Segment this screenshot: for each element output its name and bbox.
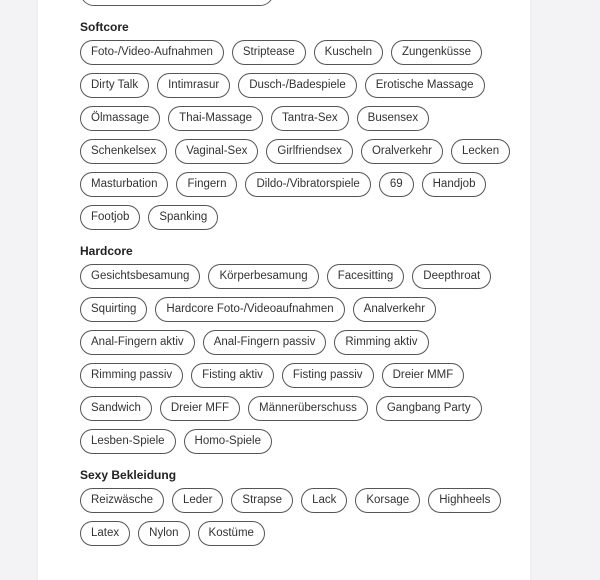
tag-chip[interactable]: Reizwäsche [80,488,164,513]
tag-chip[interactable]: Striptease [232,40,306,65]
tag-list-sexy-bekleidung [80,488,520,546]
tag-chip[interactable]: Männerüberschuss [248,396,368,421]
tag-chip[interactable]: Anal-Fingern passiv [203,330,327,355]
tag-chip[interactable]: Lesben-Spiele [80,429,176,454]
tag-list-hardcore [80,264,520,454]
tag-chip[interactable]: Fingern [176,172,237,197]
tag-chip[interactable]: Nylon [138,521,189,546]
tag-chip[interactable]: Analverkehr [353,297,436,322]
tag-chip[interactable]: Lack [301,488,347,513]
tag-chip[interactable]: Spanking [148,205,218,230]
tag-chip[interactable]: Schenkelsex [80,139,167,164]
tag-chip[interactable]: Dreier MFF [160,396,240,421]
tag-chip[interactable]: Sandwich [80,396,152,421]
tag-chip[interactable]: Strapse [231,488,293,513]
tag-chip[interactable]: Thai-Massage [168,106,263,131]
section-title-softcore: Softcore [80,20,129,34]
tag-chip[interactable]: Deepthroat [412,264,491,289]
tag-chip-partial[interactable] [80,0,274,6]
tag-chip[interactable]: Squirting [80,297,147,322]
tag-chip[interactable]: Lecken [451,139,510,164]
tag-chip[interactable]: Fisting passiv [282,363,374,388]
tag-chip[interactable]: Oralverkehr [361,139,443,164]
tag-chip[interactable]: Vaginal-Sex [175,139,258,164]
tag-chip[interactable]: Ölmassage [80,106,160,131]
tag-chip[interactable]: Masturbation [80,172,168,197]
tag-chip[interactable]: 69 [379,172,414,197]
tag-chip[interactable]: Korsage [355,488,420,513]
tag-chip[interactable]: Girlfriendsex [266,139,353,164]
tag-chip[interactable]: Busensex [357,106,430,131]
tag-chip[interactable]: Intimrasur [157,73,230,98]
tag-chip[interactable]: Dreier MMF [382,363,465,388]
tag-chip[interactable]: Facesitting [327,264,405,289]
section-title-sexy-bekleidung: Sexy Bekleidung [80,468,177,482]
tag-chip[interactable]: Kostüme [198,521,265,546]
tag-chip[interactable]: Tantra-Sex [271,106,349,131]
tag-chip[interactable]: Zungenküsse [391,40,482,65]
tag-chip[interactable]: Highheels [428,488,501,513]
tag-chip[interactable]: Dusch-/Badespiele [238,73,357,98]
tag-chip[interactable]: Dirty Talk [80,73,149,98]
tag-chip[interactable]: Foto-/Video-Aufnahmen [80,40,224,65]
tag-chip[interactable]: Anal-Fingern aktiv [80,330,195,355]
tag-chip[interactable]: Erotische Massage [365,73,485,98]
tag-chip[interactable]: Rimming aktiv [334,330,428,355]
section-title-hardcore: Hardcore [80,244,133,258]
tag-chip[interactable]: Fisting aktiv [191,363,274,388]
tag-chip[interactable]: Homo-Spiele [184,429,272,454]
tag-chip[interactable]: Rimming passiv [80,363,183,388]
tag-chip[interactable]: Handjob [422,172,487,197]
tag-list-softcore [80,40,520,230]
tag-chip[interactable]: Körperbesamung [208,264,318,289]
tag-chip[interactable]: Gangbang Party [376,396,482,421]
tag-chip[interactable]: Kuscheln [314,40,383,65]
tag-chip[interactable]: Leder [172,488,223,513]
tag-chip[interactable]: Latex [80,521,130,546]
tag-chip[interactable]: Dildo-/Vibratorspiele [245,172,370,197]
tag-chip[interactable]: Gesichtsbesamung [80,264,200,289]
tag-chip[interactable]: Footjob [80,205,140,230]
tag-chip[interactable]: Hardcore Foto-/Videoaufnahmen [155,297,344,322]
